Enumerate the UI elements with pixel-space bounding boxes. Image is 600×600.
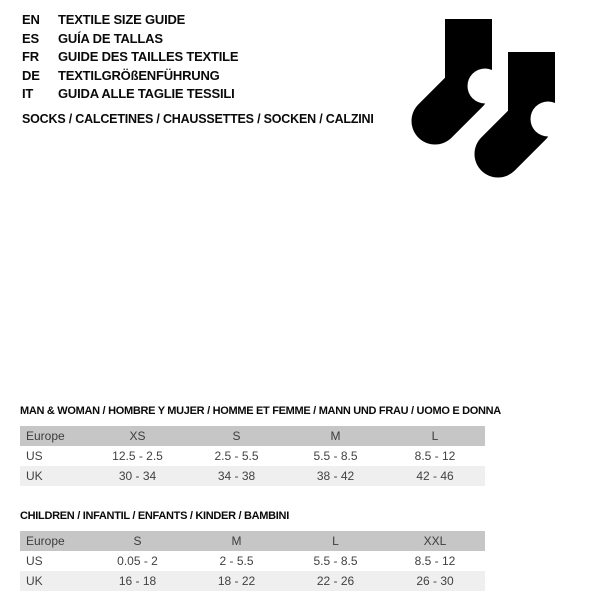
sock-heel-hole [468, 69, 503, 104]
table-row [20, 571, 485, 591]
language-list [22, 11, 238, 104]
man-woman-size-table [20, 426, 485, 486]
size-value: 8.5 - 12 [414, 554, 456, 568]
column-header: Europe [26, 534, 65, 548]
size-value: 22 - 26 [316, 574, 355, 588]
size-value: 0.05 - 2 [117, 554, 158, 568]
table-header-row [20, 531, 485, 551]
column-header: M [330, 429, 341, 443]
row-label: US [26, 554, 43, 568]
language-label: GUÍA DE TALLAS [58, 30, 163, 46]
column-header: XS [129, 429, 146, 443]
language-row-fr [22, 48, 238, 67]
size-value: 34 - 38 [217, 469, 256, 483]
row-label: UK [26, 469, 43, 483]
children-size-table [20, 531, 485, 591]
table-header-row [20, 426, 485, 446]
man-woman-section [20, 405, 501, 486]
size-value: 18 - 22 [217, 574, 256, 588]
language-row-es [22, 30, 238, 49]
children-section [20, 510, 490, 591]
column-header: L [431, 429, 439, 443]
column-header: S [133, 534, 142, 548]
size-value: 30 - 34 [118, 469, 157, 483]
size-value: 16 - 18 [118, 574, 157, 588]
children-title: CHILDREN / INFANTIL / ENFANTS / KINDER / BAMBINI [20, 510, 289, 522]
sock-heel-hole [531, 102, 566, 137]
size-value: 38 - 42 [316, 469, 355, 483]
language-code: EN [22, 12, 40, 27]
category-title: SOCKS / CALCETINES / CHAUSSETTES / SOCKEN / CALZINI [22, 112, 374, 126]
size-value: 5.5 - 8.5 [313, 554, 358, 568]
row-label: UK [26, 574, 43, 588]
language-label: GUIDE DES TAILLES TEXTILE [58, 49, 239, 65]
language-row-de [22, 67, 238, 86]
column-header: Europe [26, 429, 65, 443]
language-label: GUIDA ALLE TAGLIE TESSILI [58, 86, 235, 102]
row-label: US [26, 449, 43, 463]
sock-back [435, 19, 503, 121]
table-row [20, 446, 485, 466]
language-label: TEXTILE SIZE GUIDE [58, 12, 186, 27]
table-row [20, 551, 485, 571]
socks-icon [405, 10, 575, 180]
size-value: 12.5 - 2.5 [112, 449, 163, 463]
size-value: 5.5 - 8.5 [313, 449, 358, 463]
language-code: IT [22, 86, 34, 102]
size-value: 42 - 46 [416, 469, 454, 483]
language-row-en [22, 11, 238, 30]
column-header: L [332, 534, 339, 548]
size-value: 8.5 - 12 [414, 449, 456, 463]
column-header: XXL [423, 534, 447, 548]
language-code: DE [22, 67, 40, 83]
size-value: 2 - 5.5 [219, 554, 254, 568]
language-label: TEXTILGRÖßENFÜHRUNG [58, 67, 220, 83]
language-code: ES [22, 30, 39, 46]
language-code: FR [22, 49, 39, 65]
language-row-it [22, 85, 238, 104]
size-value: 2.5 - 5.5 [214, 449, 259, 463]
man-woman-title: MAN & WOMAN / HOMBRE Y MUJER / HOMME ET FEMME / MANN UND FRAU / UOMO E DONNA [20, 405, 501, 417]
size-value: 26 - 30 [416, 574, 454, 588]
table-row [20, 466, 485, 486]
column-header: S [232, 429, 241, 443]
column-header: M [231, 534, 242, 548]
